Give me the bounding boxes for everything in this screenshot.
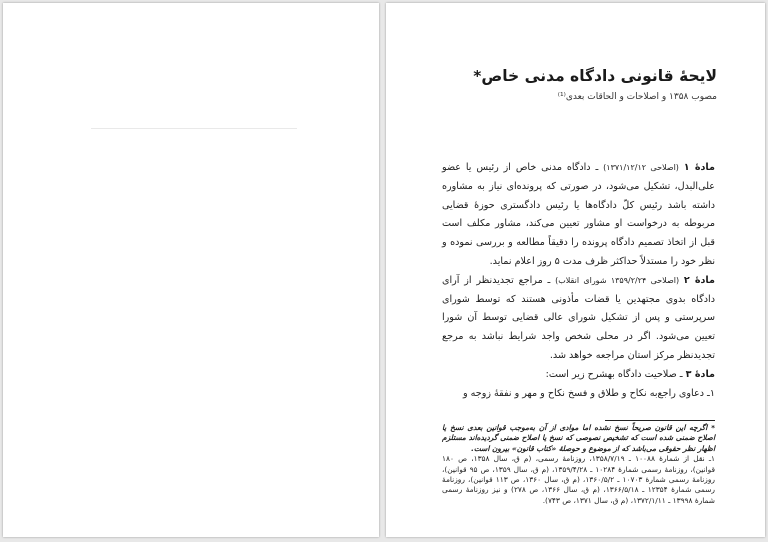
article-3-item-1: ۱ـ دعاوی راجع‌به نکاح و طلاق و فسخ نکاح و مهر و نفقهٔ زوجه و xyxy=(462,387,715,399)
article-1-label: مادهٔ ۱ xyxy=(683,162,715,173)
footnote-separator xyxy=(605,420,715,421)
article-1-tag: (اصلاحی ۱۳۷۱/۱۲/۱۲) xyxy=(603,163,679,172)
article-3 xyxy=(442,366,715,385)
footnote-references: ۱ـ نقل از شمارهٔ ۱۰۰۸۸ ـ ۱۳۵۸/۷/۱۹، روزنامهٔ رسمی، (م ق، سال ۱۳۵۸، ص ۱۸۰ قوانین)، روزنامهٔ رسمی شمارهٔ ۱۰۲۸۴ ـ ۱۳۵۹/۴/۲۸، (م ق، سال ۱۳۵۹، ص ۹۵ قوانین)، روزنامهٔ رسمی شمارهٔ ۱۰۷۰۳ ـ ۱۳۶۰/۵/۲، (م ق، سال ۱۳۶۰، ص ۱۱۳ قوانین)، روزنامهٔ رسمی شمارهٔ ۱۲۳۵۴ ـ ۱۳۶۶/۵/۱۸، (م ق، سال ۱۳۶۶، ص ۲۷۸) و نیز روزنامهٔ رسمی شمارهٔ ۱۳۹۹۸ ـ ۱۳۷۲/۱/۱۱، (م ق، سال ۱۳۷۱، ص ۷۴۳). xyxy=(442,454,715,505)
left-page-blank xyxy=(3,3,379,537)
article-2-tag: (اصلاحی ۱۳۵۹/۲/۲۴ شورای انقلاب) xyxy=(555,275,680,285)
article-3-text: ـ صلاحیت دادگاه بهشرح زیر است: xyxy=(545,368,686,380)
article-2-label: مادهٔ ۲ xyxy=(683,274,715,286)
article-2-text: ـ مراجع تجدیدنظر از آرای دادگاه بدوی مجتهدین یا قضات مأذونی هستند که توسط شورای سرپرستی و پس از تشکیل شورای عالی قضایی توسط آن شورا تعیین می‌شود. اگر در محلی شخص واجد شرایط نباشد به مرجع تجدیدنظر مرکز استان مراجعه خواهد شد. xyxy=(442,274,715,361)
footnote-star: * اگرچه این قانون صریحاً نسخ نشده اما موادی از آن به‌موجب قوانین بعدی نسخ یا اصلاح ضمنی شده است که تشخیص نصوصی که نسخ یا اصلاح ضمنی گردیده‌اند مستلزم اظهار نظر حقوقی می‌باشد که از موضوع و حوصلهٔ «کتاب قانون» بیرون است. xyxy=(442,423,715,453)
article-3-label: مادهٔ ۳ xyxy=(685,368,715,380)
faint-bleed-line xyxy=(91,128,297,129)
law-title: لایحهٔ قانونی دادگاه مدنی خاص* xyxy=(473,67,717,85)
article-2 xyxy=(442,272,715,366)
right-page xyxy=(386,3,765,537)
article-1 xyxy=(442,159,715,272)
law-subtitle: مصوب ۱۳۵۸ و اصلاحات و الحاقات بعدی⁽¹⁾ xyxy=(557,92,717,102)
footnotes xyxy=(442,423,715,506)
article-1-text: ـ دادگاه مدنی خاص از رئیس یا عضو علی‌البدل، تشکیل می‌شود، در صورتی که پرونده‌ای نیاز به مشاوره داشته باشد رئیس کلّ دادگاه‌ها یا رئیس دادگستری حوزهٔ قضایی مربوطه به درخواست او مشاور تعیین می‌کند، مشاور مکلف است قبل از اتخاذ تصمیم دادگاه پرونده را دقیقاً مطالعه و بررسی نموده و نظر خود را مستدلاً حداکثر ظرف مدت ۵ روز اعلام نماید. xyxy=(442,162,715,267)
law-body xyxy=(442,159,715,403)
